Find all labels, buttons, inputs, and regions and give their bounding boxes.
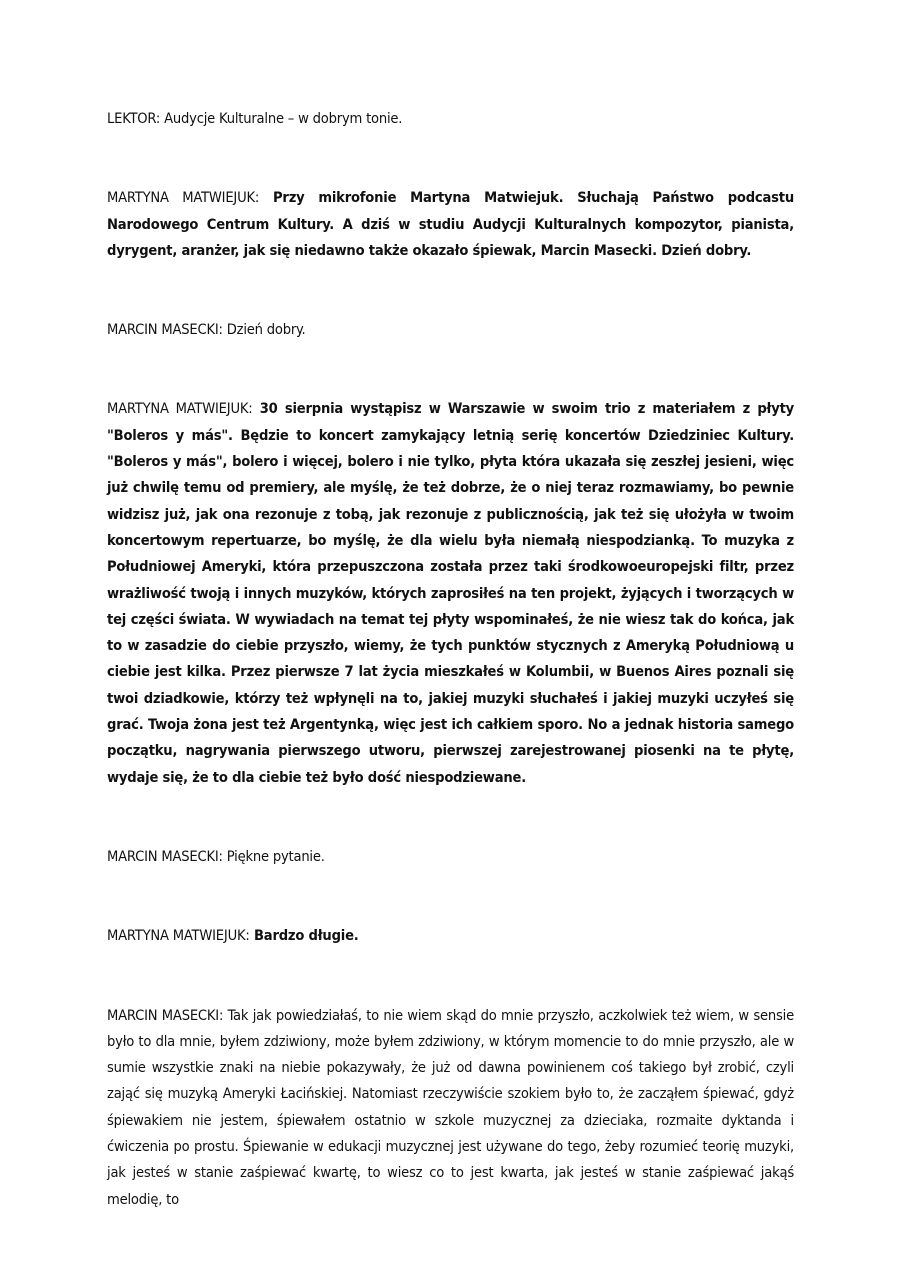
utterance-text: Przy mikrofonie Martyna Matwiejuk. Słuchają Państwo podcastu Narodowego Centrum Kultury. A dziś w studiu Audycji Kulturalnych kompozytor, pianista, dyrygent, aranżer, jak się niedawno także okazało śpiewak, Marcin Masecki. Dzień dobry. xyxy=(107,189,794,259)
speaker-label: MARTYNA MATWIEJUK: xyxy=(107,927,250,945)
utterance-text: 30 sierpnia wystąpisz w Warszawie w swoim trio z materiałem z płyty "Boleros y más". Będzie to koncert zamykający letnią serię koncertów Dziedziniec Kultury. "Boleros y más", bolero i więcej, bolero i nie tylko, płyta która ukazała się zeszłej jesieni, więc już chwilę temu od premiery, ale myślę, że też dobrze, że o niej teraz rozmawiamy, bo pewnie widzisz już, jak ona rezonuje z tobą, jak rezonuje z publicznością, jak też się ułożyła w twoim koncertowym repertuarze, bo myślę, że dla wielu była niemałą niespodzianką. To muzyka z Południowej Ameryki, która przepuszczona została przez taki środkowoeuropejski filtr, przez wrażliwość twoją i innych muzyków, których zaprosiłeś na ten projekt, żyjących i tworzących w tej części świata. W wywiadach na temat tej płyty wspominałeś, że nie wiesz tak do końca, jak to w zasadzie do ciebie przyszło, wiemy, że tych punktów stycznych z Ameryką Południową u ciebie jest kilka. Przez pierwsze 7 lat życia mieszkałeś w Kolumbii, w Buenos Aires poznali się twoi dziadkowie, którzy też wpłynęli na to, jakiej muzyki słuchałeś i jakiej muzyki uczyłeś się grać. Twoja żona jest też Argentynką, więc jest ich całkiem sporo. No a jednak historia samego początku, nagrywania pierwszego utworu, pierwszej zarejestrowanej piosenki na te płytę, wydaje się, że to dla ciebie też było dość niespodziewane. xyxy=(107,400,794,786)
speaker-label: MARCIN MASECKI: xyxy=(107,321,223,339)
transcript-paragraph-matwiejuk-remark xyxy=(107,923,794,949)
utterance-text: Dzień dobry. xyxy=(222,321,306,339)
paragraph-spacer xyxy=(107,870,794,923)
transcript-paragraph-matwiejuk-question xyxy=(107,396,794,790)
transcript-paragraph-masecki-answer xyxy=(107,1003,794,1213)
transcript-paragraph-matwiejuk-intro xyxy=(107,185,794,264)
transcript-paragraph-lektor xyxy=(107,106,794,132)
paragraph-spacer xyxy=(107,264,794,317)
transcript-page xyxy=(107,106,794,1213)
utterance-text: Audycje Kulturalne – w dobrym tonie. xyxy=(160,110,403,127)
speaker-label: MARTYNA MATWIEJUK: xyxy=(107,189,260,207)
speaker-label: MARCIN MASECKI: xyxy=(107,847,223,865)
speaker-label: LEKTOR: xyxy=(107,110,161,127)
speaker-label: MARTYNA MATWIEJUK: xyxy=(107,400,253,418)
utterance-text: Tak jak powiedziałaś, to nie wiem skąd do mnie przyszło, aczkolwiek też wiem, w sensie było to dla mnie, byłem zdziwiony, może byłem zdziwiony, w którym momencie to do mnie przyszło, ale w sumie wszystkie znaki na niebie pokazywały, że już od dawna powinienem coś takiego był zrobić, czyli zająć się muzyką Ameryki Łacińskiej. Natomiast rzeczywiście szokiem było to, że zacząłem śpiewać, gdyż śpiewakiem nie jestem, śpiewałem ostatnio w szkole muzycznej za dzieciaka, rozmaite dyktanda i ćwiczenia po prostu. Śpiewanie w edukacji muzycznej jest używane do tego, żeby rozumieć teorię muzyki, jak jesteś w stanie zaśpiewać kwartę, to wiesz co to jest kwarta, jak jesteś w stanie zaśpiewać jakąś melodię, to xyxy=(107,1006,795,1208)
paragraph-spacer xyxy=(107,343,794,396)
speaker-label: MARCIN MASECKI: xyxy=(107,1006,224,1024)
paragraph-spacer xyxy=(107,950,794,1003)
utterance-text: Bardzo długie. xyxy=(249,927,359,945)
transcript-paragraph-masecki-reply xyxy=(107,844,794,870)
transcript-paragraph-masecki-greeting xyxy=(107,317,794,343)
paragraph-spacer xyxy=(107,791,794,844)
utterance-text: Piękne pytanie. xyxy=(222,847,325,865)
paragraph-spacer xyxy=(107,132,794,185)
